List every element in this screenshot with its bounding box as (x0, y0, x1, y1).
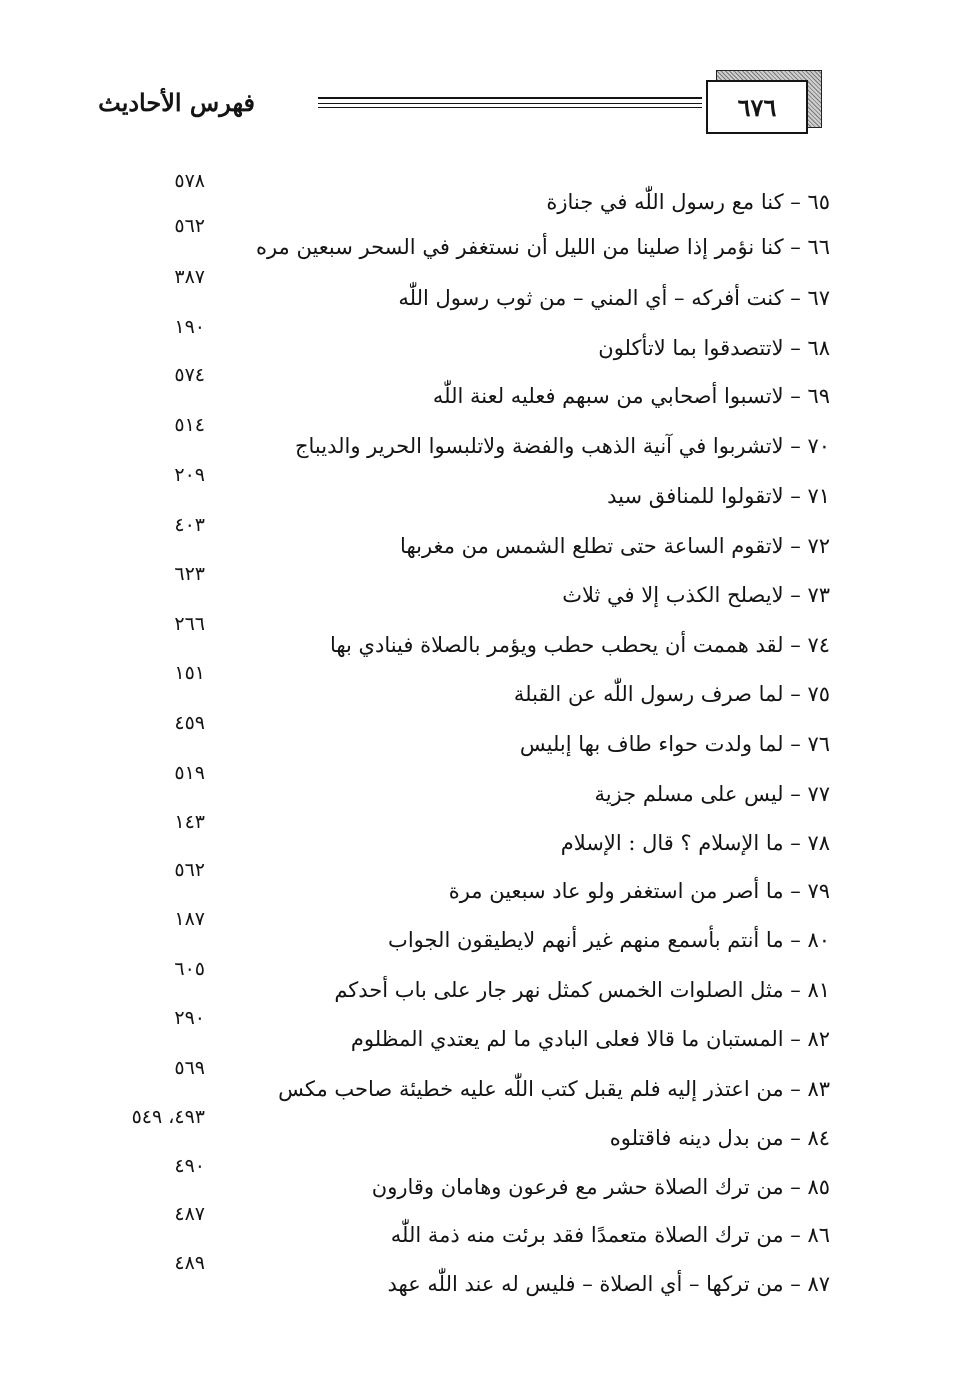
entry-text-line: ٨٢ – المستبان ما قالا فعلى البادي ما لم يعتدي المظلوم (350, 1027, 830, 1051)
entry-page-ref: ٤٨٩ (174, 1252, 205, 1274)
index-entry (40, 1252, 830, 1304)
entry-number: ٧٦ (807, 732, 830, 756)
entry-page-ref: ٦٢٣ (174, 563, 205, 585)
entry-page-ref: ٤٥٩ (174, 712, 205, 734)
entry-text-line: ٨٦ – من ترك الصلاة متعمدًا فقد برئت منه ذمة اللّٰه (390, 1223, 830, 1247)
entry-text: لاتشربوا في آنية الذهب والفضة ولاتلبسوا الحرير والديباج (294, 434, 784, 458)
entry-page-ref: ٤٠٣ (174, 514, 205, 536)
entry-text: لقد هممت أن يحطب حطب ويؤمر بالصلاة فينادي بها (329, 633, 784, 657)
entry-page-ref: ٥٦٢ (174, 215, 205, 237)
entry-text-line: ٨٠ – ما أنتم بأسمع منهم غير أنهم لايطيقون الجواب (388, 928, 830, 952)
entry-text-line: ٧٢ – لاتقوم الساعة حتى تطلع الشمس من مغربها (400, 534, 830, 558)
entry-number: ٧٠ (807, 434, 830, 458)
entry-page-ref: ٢٦٦ (174, 613, 205, 635)
entry-number: ٨٧ (807, 1272, 830, 1296)
entry-page-ref: ٤٨٧ (174, 1203, 205, 1225)
entry-text: من ترك الصلاة متعمدًا فقد برئت منه ذمة اللّٰه (390, 1223, 784, 1247)
entry-text: من تركها – أي الصلاة – فليس له عند اللّٰه عهد (387, 1272, 784, 1296)
entry-number: ٧٨ (807, 831, 830, 855)
entry-page-ref: ٥٦٢ (174, 859, 205, 881)
entry-text-line: ٦٦ – كنا نؤمر إذا صلينا من الليل أن نستغفر في السحر سبعين مره (255, 235, 830, 259)
entry-number: ٧١ (807, 484, 830, 508)
entry-number: ٧٢ (807, 534, 830, 558)
entry-number: ٦٥ (807, 190, 830, 214)
entry-text: كنا مع رسول اللّٰه في جنازة (546, 190, 784, 214)
page-number: ٦٧٦ (737, 92, 777, 122)
entry-text: ما أصر من استغفر ولو عاد سبعين مرة (448, 879, 784, 903)
entry-text: المستبان ما قالا فعلى البادي ما لم يعتدي المظلوم (350, 1027, 784, 1051)
entry-page-ref: ٥١٤ (174, 414, 205, 436)
entry-number: ٧٣ (807, 583, 830, 607)
index-entry (40, 215, 830, 267)
entry-text: كنا نؤمر إذا صلينا من الليل أن نستغفر في السحر سبعين مره (255, 235, 784, 259)
entry-text-line: ٦٥ – كنا مع رسول اللّٰه في جنازة (546, 190, 830, 214)
entry-text: مثل الصلوات الخمس كمثل نهر جار على باب أحدكم (334, 978, 784, 1002)
entry-text-line: ٦٨ – لاتتصدقوا بما لاتأكلون (598, 336, 830, 360)
entry-text-line: ٧٧ – ليس على مسلم جزية (594, 782, 830, 806)
entry-number: ٨٢ (807, 1027, 830, 1051)
entry-text-line: ٧٠ – لاتشربوا في آنية الذهب والفضة ولاتلبسوا الحرير والديباج (294, 434, 830, 458)
entry-text: من ترك الصلاة حشر مع فرعون وهامان وقارون (371, 1175, 784, 1199)
entry-page-ref: ٦٠٥ (174, 958, 205, 980)
entry-number: ٨٣ (807, 1077, 830, 1101)
entry-text: لاتقولوا للمنافق سيد (607, 484, 784, 508)
entry-page-ref: ٣٨٧ (174, 266, 205, 288)
entry-text: لاتسبوا أصحابي من سبهم فعليه لعنة اللّٰه (432, 384, 784, 408)
entry-text: لما صرف رسول اللّٰه عن القبلة (513, 682, 784, 706)
entry-number: ٨٤ (807, 1126, 830, 1150)
entry-number: ٦٨ (807, 336, 830, 360)
entry-page-ref: ٤٩٠ (174, 1155, 205, 1177)
entry-text: لما ولدت حواء طاف بها إبليس (519, 732, 784, 756)
entry-text-line: ٨٧ – من تركها – أي الصلاة – فليس له عند اللّٰه عهد (387, 1272, 830, 1296)
entry-text-line: ٨١ – مثل الصلوات الخمس كمثل نهر جار على باب أحدكم (334, 978, 830, 1002)
entry-number: ٨٠ (807, 928, 830, 952)
entry-page-ref: ٤٩٣، ٥٤٩ (131, 1106, 205, 1128)
entry-text: من اعتذر إليه فلم يقبل كتب اللّٰه عليه خطيئة صاحب مكس (278, 1077, 784, 1101)
entry-text: كنت أفركه – أي المني – من ثوب رسول اللّٰه (398, 286, 784, 310)
entry-text-line: ٧٨ – ما الإسلام ؟ قال : الإسلام (560, 831, 830, 855)
entry-text-line: ٦٩ – لاتسبوا أصحابي من سبهم فعليه لعنة اللّٰه (432, 384, 830, 408)
entry-number: ٦٩ (807, 384, 830, 408)
entry-text: من بدل دينه فاقتلوه (609, 1126, 784, 1150)
entry-page-ref: ٥١٩ (174, 762, 205, 784)
entry-page-ref: ٢٠٩ (174, 464, 205, 486)
entry-page-ref: ١٩٠ (174, 316, 205, 338)
entry-page-ref: ٥٦٩ (174, 1057, 205, 1079)
entry-number: ٨٦ (807, 1223, 830, 1247)
entry-text-line: ٧٤ – لقد هممت أن يحطب حطب ويؤمر بالصلاة فينادي بها (329, 633, 830, 657)
entry-text-line: ٨٣ – من اعتذر إليه فلم يقبل كتب اللّٰه عليه خطيئة صاحب مكس (278, 1077, 830, 1101)
entry-text: لاتقوم الساعة حتى تطلع الشمس من مغربها (400, 534, 784, 558)
entry-text-line: ٧١ – لاتقولوا للمنافق سيد (607, 484, 830, 508)
entry-text-line: ٧٦ – لما ولدت حواء طاف بها إبليس (519, 732, 830, 756)
entry-page-ref: ٥٧٤ (174, 364, 205, 386)
entry-text-line: ٧٥ – لما صرف رسول اللّٰه عن القبلة (513, 682, 830, 706)
entry-text-line: ٨٤ – من بدل دينه فاقتلوه (609, 1126, 830, 1150)
entry-text: لاتتصدقوا بما لاتأكلون (598, 336, 784, 360)
entry-text: لايصلح الكذب إلا في ثلاث (562, 583, 784, 607)
entry-number: ٧٤ (807, 633, 830, 657)
entry-page-ref: ١٤٣ (174, 811, 205, 833)
entry-text: ما الإسلام ؟ قال : الإسلام (560, 831, 784, 855)
entry-number: ٨١ (807, 978, 830, 1002)
entry-number: ٨٥ (807, 1175, 830, 1199)
index-title: فهرس الأحاديث (98, 88, 255, 117)
entry-number: ٧٧ (807, 782, 830, 806)
entry-number: ٦٧ (807, 286, 830, 310)
entry-page-ref: ١٨٧ (174, 908, 205, 930)
entry-text: ليس على مسلم جزية (594, 782, 784, 806)
entry-text-line: ٨٥ – من ترك الصلاة حشر مع فرعون وهامان وقارون (371, 1175, 830, 1199)
entry-text-line: ٧٣ – لايصلح الكذب إلا في ثلاث (562, 583, 830, 607)
entry-page-ref: ٥٧٨ (174, 170, 205, 192)
entry-text-line: ٧٩ – ما أصر من استغفر ولو عاد سبعين مرة (448, 879, 830, 903)
entry-number: ٦٦ (807, 235, 830, 259)
entry-number: ٧٩ (807, 879, 830, 903)
entry-number: ٧٥ (807, 682, 830, 706)
entry-page-ref: ١٥١ (174, 662, 205, 684)
entry-text-line: ٦٧ – كنت أفركه – أي المني – من ثوب رسول اللّٰه (398, 286, 830, 310)
entry-text: ما أنتم بأسمع منهم غير أنهم لايطيقون الجواب (388, 928, 784, 952)
entry-page-ref: ٢٩٠ (174, 1007, 205, 1029)
